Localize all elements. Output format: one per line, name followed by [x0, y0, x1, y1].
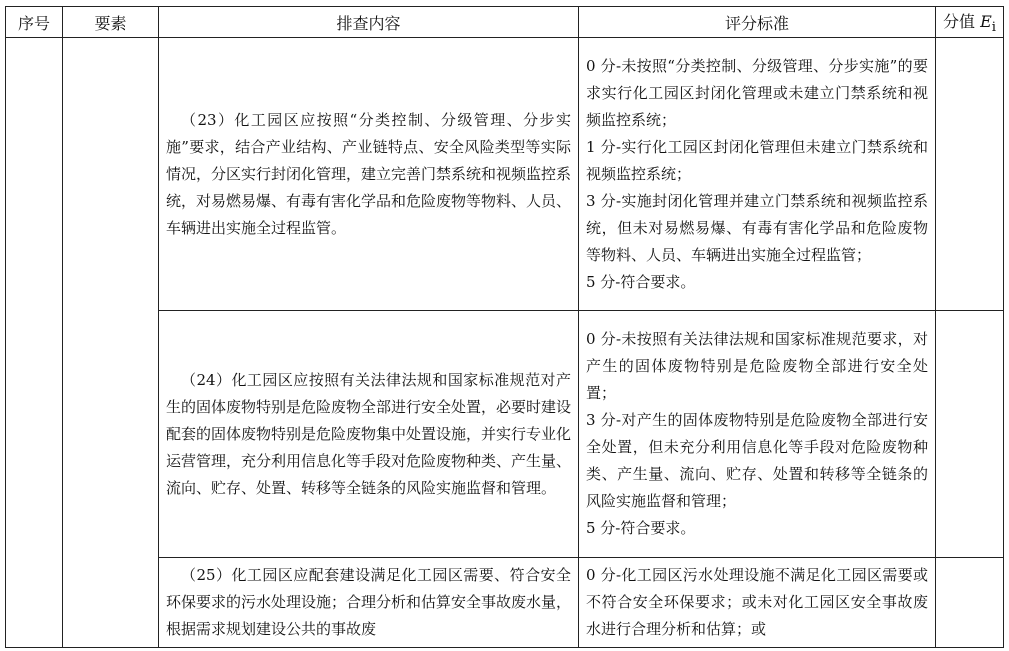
content-text: （25）化工园区应配套建设满足化工园区需要、符合安全环保要求的污水处理设施；合理分析和估算安全事故废水量，根据需求规划建设公共的事故废 [166, 566, 572, 638]
score-cell [936, 558, 1004, 648]
criteria-item: 3 分-实施封闭化管理并建立门禁系统和视频监控系统，但未对易燃易爆、有毒有害化学品和危险废物等物料、人员、车辆进出实施全过程监管； [586, 191, 928, 264]
header-criteria: 评分标准 [579, 7, 936, 38]
header-score-var: E [980, 11, 992, 31]
criteria-list [579, 558, 935, 647]
header-score-sub: i [991, 20, 997, 36]
criteria-item: 1 分-实行化工园区封闭化管理但未建立门禁系统和视频监控系统； [586, 137, 928, 183]
criteria-cell [579, 558, 936, 648]
header-element: 要素 [63, 7, 159, 38]
criteria-item: 0 分-化工园区污水处理设施不满足化工园区需要或不符合安全环保要求；或未对化工园区安全事故废水进行合理分析和估算；或 [586, 566, 928, 638]
table-header-row [6, 7, 1004, 38]
criteria-item: 5 分-符合要求。 [586, 519, 696, 537]
content-cell [159, 558, 579, 648]
criteria-list [579, 322, 935, 546]
header-score-label: 分值 [942, 11, 981, 31]
content-text: （24）化工园区应按照有关法律法规和国家标准规范对产生的固体废物特别是危险废物全部进行安全处置，必要时建设配套的固体废物特别是危险废物集中处置设施，并实行专业化运营管理，充分利用信息化等手段对危险废物种类、产生量、流向、贮存、处置、转移等全链条的风险实施监督和管理。 [166, 370, 572, 497]
criteria-item: 5 分-符合要求。 [586, 272, 696, 291]
seq-cell [6, 38, 63, 648]
content-cell [159, 311, 579, 558]
criteria-item: 3 分-对产生的固体废物特别是危险废物全部进行安全处置，但未充分利用信息化等手段对危险废物种类、产生量、流向、贮存、处置和转移等全链条的风险实施监督和管理； [586, 411, 928, 510]
content-cell [159, 38, 579, 311]
header-score [936, 7, 1004, 38]
element-cell [63, 38, 159, 648]
table-row [6, 38, 1004, 311]
content-text: （23）化工园区应按照“分类控制、分级管理、分步实施”要求，结合产业结构、产业链特点、安全风险类型等实际情况，分区实行封闭化管理，建立完善门禁系统和视频监控系统，对易燃易爆、有毒有害化学品和危险废物等物料、人员、车辆进出实施全过程监管。 [166, 110, 572, 237]
score-cell [936, 311, 1004, 558]
inspection-table [5, 6, 1004, 648]
header-content: 排查内容 [159, 7, 579, 38]
criteria-item: 0 分-未按照有关法律法规和国家标准规范要求，对产生的固体废物特别是危险废物全部进行安全处置； [586, 330, 928, 402]
criteria-item: 0 分-未按照“分类控制、分级管理、分步实施”的要求实行化工园区封闭化管理或未建立门禁系统和视频监控系统； [586, 56, 928, 129]
header-seq: 序号 [6, 7, 63, 38]
criteria-cell [579, 311, 936, 558]
score-cell [936, 38, 1004, 311]
criteria-list [579, 49, 935, 300]
criteria-cell [579, 38, 936, 311]
